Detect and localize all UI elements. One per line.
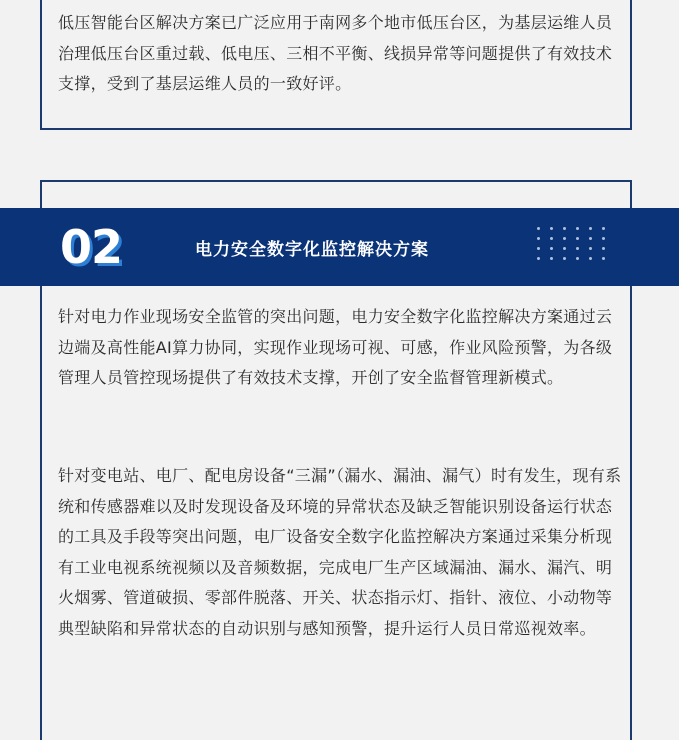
- decorative-dot: [576, 227, 579, 230]
- dot-grid-decoration: [537, 227, 613, 261]
- decorative-dot: [589, 237, 592, 240]
- decorative-dot: [537, 227, 540, 230]
- decorative-dot: [602, 227, 605, 230]
- decorative-dot: [563, 247, 566, 250]
- decorative-dot: [537, 247, 540, 250]
- decorative-dot: [550, 257, 553, 260]
- decorative-dot: [563, 257, 566, 260]
- section-02-paragraph-2: 针对变电站、电厂、配电房设备“三漏”（漏水、漏油、漏气）时有发生，现有系统和传感器难以及时发现设备及环境的异常状态及缺乏智能识别设备运行状态的工具及手段等突出问题，电厂设备安全数字化监控解决方案通过采集分析现有工业电视系统视频以及音频数据，完成电厂生产区域漏油、漏水、漏汽、明火烟雾、管道破损、零部件脱落、开关、状态指示灯、指针、液位、小动物等典型缺陷和异常状态的自动识别与感知预警，提升运行人员日常巡视效率。: [58, 466, 622, 638]
- decorative-dot: [550, 247, 553, 250]
- decorative-dot: [602, 237, 605, 240]
- section-title: 电力安全数字化监控解决方案: [195, 240, 429, 260]
- decorative-dot: [576, 257, 579, 260]
- decorative-dot: [537, 257, 540, 260]
- decorative-dot: [550, 227, 553, 230]
- section-02-paragraph-1: 针对电力作业现场安全监管的突出问题，电力安全数字化监控解决方案通过云边端及高性能AI算力协同，实现作业现场可视、可感，作业风险预警，为各级管理人员管控现场提供了有效技术支撑，开创了安全监督管理新模式。: [58, 307, 613, 387]
- decorative-dot: [576, 237, 579, 240]
- decorative-dot: [576, 247, 579, 250]
- decorative-dot: [589, 247, 592, 250]
- decorative-dot: [550, 237, 553, 240]
- decorative-dot: [589, 227, 592, 230]
- decorative-dot: [563, 227, 566, 230]
- decorative-dot: [602, 257, 605, 260]
- decorative-dot: [589, 257, 592, 260]
- decorative-dot: [537, 237, 540, 240]
- decorative-dot: [563, 237, 566, 240]
- top-section-paragraph: 低压智能台区解决方案已广泛应用于南网多个地市低压台区，为基层运维人员治理低压台区重过载、低电压、三相不平衡、线损异常等问题提供了有效技术支撑，受到了基层运维人员的一致好评。: [58, 13, 613, 93]
- decorative-dot: [602, 247, 605, 250]
- section-number: 02: [60, 220, 123, 274]
